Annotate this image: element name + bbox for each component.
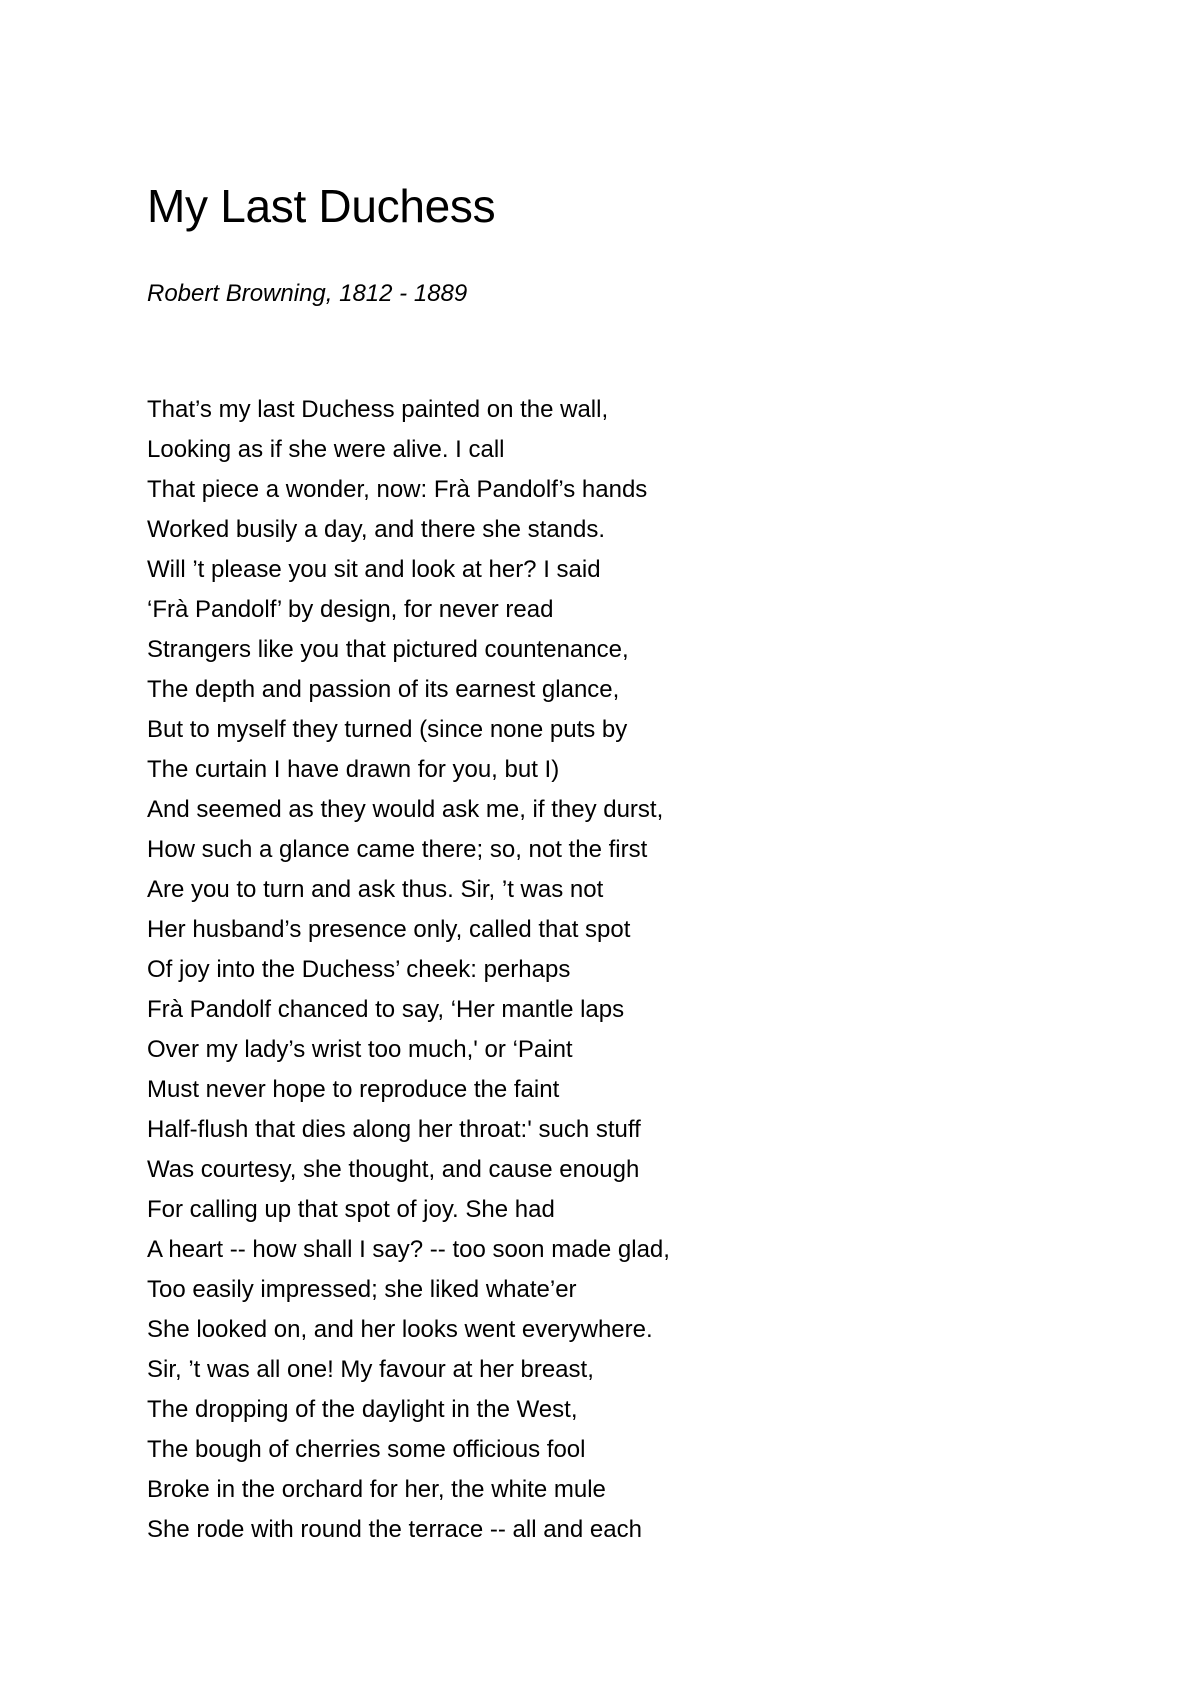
poem-line: Too easily impressed; she liked whate’er — [147, 1276, 577, 1303]
poem-line: Will ’t please you sit and look at her? I said — [147, 556, 601, 583]
poem-line: Are you to turn and ask thus. Sir, ’t was not — [147, 876, 604, 903]
poem-line: Over my lady’s wrist too much,' or ‘Paint — [147, 1036, 573, 1063]
poem-line: Looking as if she were alive. I call — [147, 436, 505, 463]
poem-line: Sir, ’t was all one! My favour at her breast, — [147, 1356, 594, 1383]
poem-line: Was courtesy, she thought, and cause enough — [147, 1156, 640, 1183]
poem-line: Must never hope to reproduce the faint — [147, 1076, 560, 1103]
poem-line: She rode with round the terrace -- all and each — [147, 1516, 642, 1543]
poem-line: Strangers like you that pictured countenance, — [147, 636, 629, 663]
poem-line: How such a glance came there; so, not the first — [147, 836, 648, 863]
poem-line: Of joy into the Duchess’ cheek: perhaps — [147, 956, 571, 983]
poem-line: She looked on, and her looks went everywhere. — [147, 1316, 653, 1343]
poem-line: Worked busily a day, and there she stands. — [147, 516, 606, 543]
poem-line: The curtain I have drawn for you, but I) — [147, 756, 560, 783]
poem-line: That’s my last Duchess painted on the wall, — [147, 396, 609, 423]
poem-line: Half-flush that dies along her throat:' such stuff — [147, 1116, 641, 1143]
poem-line: Broke in the orchard for her, the white mule — [147, 1476, 606, 1503]
poem-author: Robert Browning, 1812 - 1889 — [147, 280, 468, 307]
poem-line: That piece a wonder, now: Frà Pandolf’s hands — [147, 476, 648, 503]
poem-line: The dropping of the daylight in the West, — [147, 1396, 578, 1423]
poem-line: And seemed as they would ask me, if they durst, — [147, 796, 664, 823]
poem-line: But to myself they turned (since none puts by — [147, 716, 628, 743]
poem-line: ‘Frà Pandolf’ by design, for never read — [147, 596, 554, 623]
poem-title: My Last Duchess — [147, 180, 496, 232]
poem-line: Frà Pandolf chanced to say, ‘Her mantle laps — [147, 996, 625, 1023]
poem-line: A heart -- how shall I say? -- too soon made glad, — [147, 1236, 670, 1263]
poem-line: For calling up that spot of joy. She had — [147, 1196, 555, 1223]
poem-line: Her husband’s presence only, called that spot — [147, 916, 631, 943]
poem-line: The bough of cherries some officious fool — [147, 1436, 586, 1463]
poem-line: The depth and passion of its earnest glance, — [147, 676, 620, 703]
poem-body — [147, 390, 670, 1550]
